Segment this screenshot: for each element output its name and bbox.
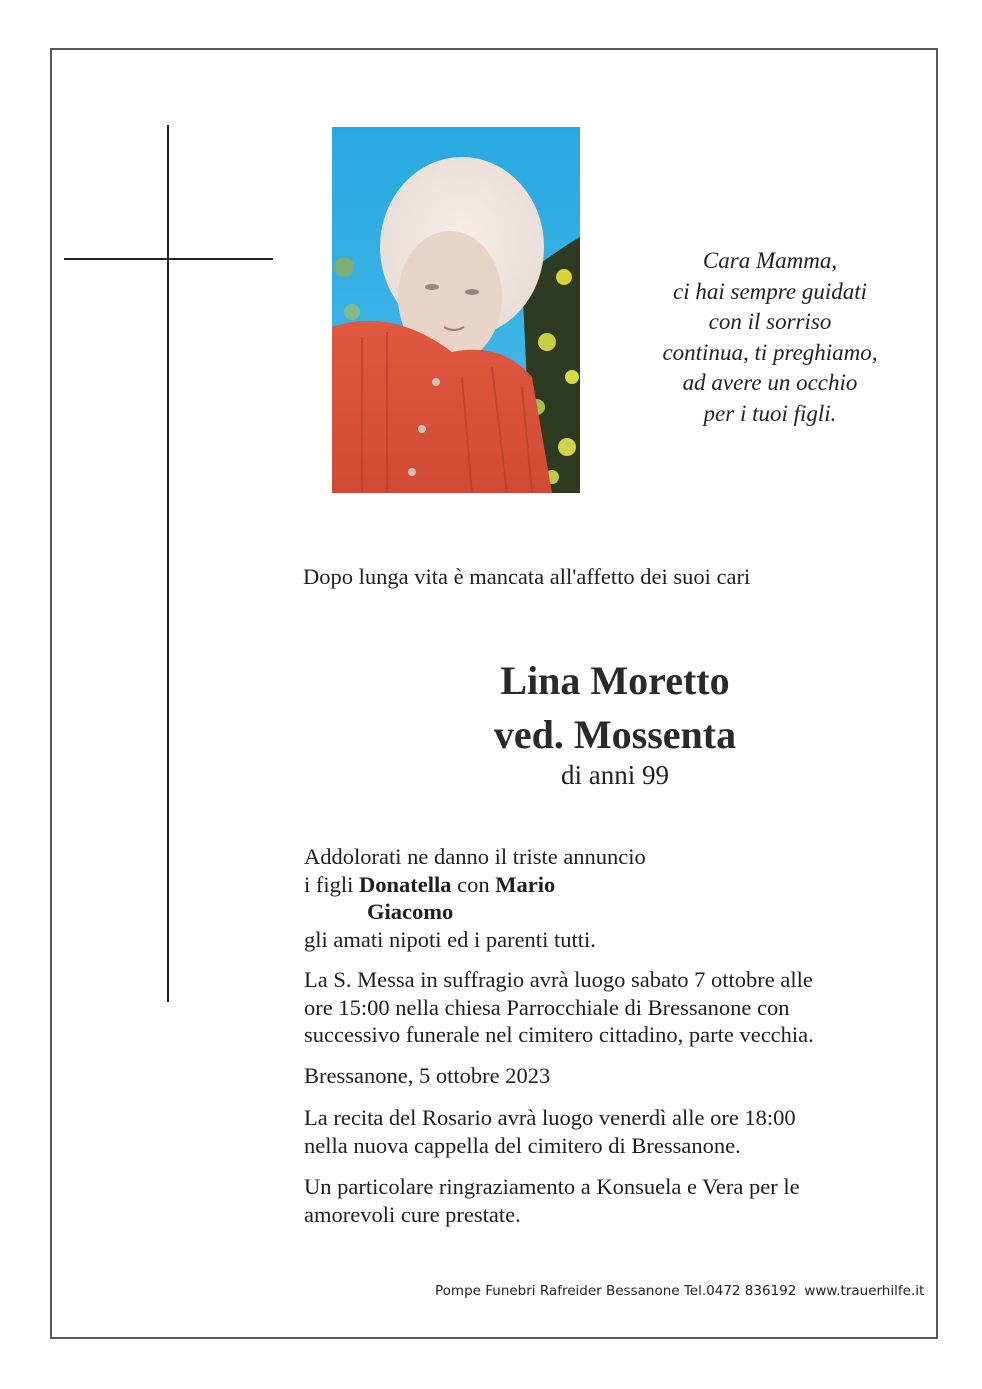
portrait-illustration	[332, 127, 580, 493]
poem-line: ci hai sempre guidati	[673, 278, 867, 304]
cross-icon-horizontal	[64, 258, 273, 260]
mass-line: successivo funerale nel cimitero cittadino, parte vecchia.	[304, 1022, 814, 1047]
place-date: Bressanone, 5 ottobre 2023	[304, 1063, 551, 1088]
funeral-home-info: Pompe Funebri Rafreider Bessanone Tel.0472 836192	[435, 1283, 797, 1299]
cross-icon-vertical	[167, 125, 169, 1002]
announcement-line: Addolorati ne danno il triste annuncio	[304, 844, 646, 869]
rosary-line: La recita del Rosario avrà luogo venerdì alle ore 18:00	[304, 1105, 796, 1130]
child-name: Giacomo	[367, 899, 454, 924]
children-prefix: i figli	[304, 871, 359, 897]
children-connector: con	[451, 871, 496, 897]
portrait-photo	[332, 127, 580, 493]
poem-line: ad avere un occhio	[682, 370, 858, 395]
relatives-line: gli amati nipoti ed i parenti tutti.	[304, 926, 596, 952]
announcement-block	[304, 843, 646, 953]
website-link[interactable]: www.trauerhilfe.it	[804, 1283, 925, 1299]
child-name: Donatella	[359, 871, 452, 897]
deceased-name: Lina Moretto	[500, 658, 730, 703]
children-line	[304, 871, 646, 899]
mass-line: ore 15:00 nella chiesa Parrocchiale di Bressanone con	[304, 994, 790, 1020]
funeral-home-footer	[435, 1283, 924, 1299]
rosary-line: nella nuova cappella del cimitero di Bressanone.	[304, 1132, 741, 1158]
deceased-married-name: ved. Mossenta	[493, 712, 737, 757]
thanks-note	[304, 1173, 800, 1228]
deceased-age: di anni 99	[561, 760, 669, 790]
poem-line: Cara Mamma,	[702, 248, 838, 273]
poem-line: con il sorriso	[708, 309, 832, 334]
children-line	[304, 898, 646, 926]
thanks-line: amorevoli cure prestate.	[304, 1201, 521, 1227]
poem-line: per i tuoi figli.	[703, 400, 837, 426]
poem-line: continua, ti preghiamo,	[662, 339, 878, 365]
thanks-line: Un particolare ringraziamento a Konsuela e Vera per le	[304, 1174, 800, 1199]
spouse-name: Mario	[495, 871, 556, 897]
intro-text: Dopo lunga vita è mancata all'affetto dei suoi cari	[303, 564, 751, 589]
mass-info	[304, 966, 814, 1049]
mass-line: La S. Messa in suffragio avrà luogo sabato 7 ottobre alle	[304, 967, 813, 992]
dedication-poem	[630, 246, 910, 429]
rosary-info	[304, 1104, 796, 1159]
